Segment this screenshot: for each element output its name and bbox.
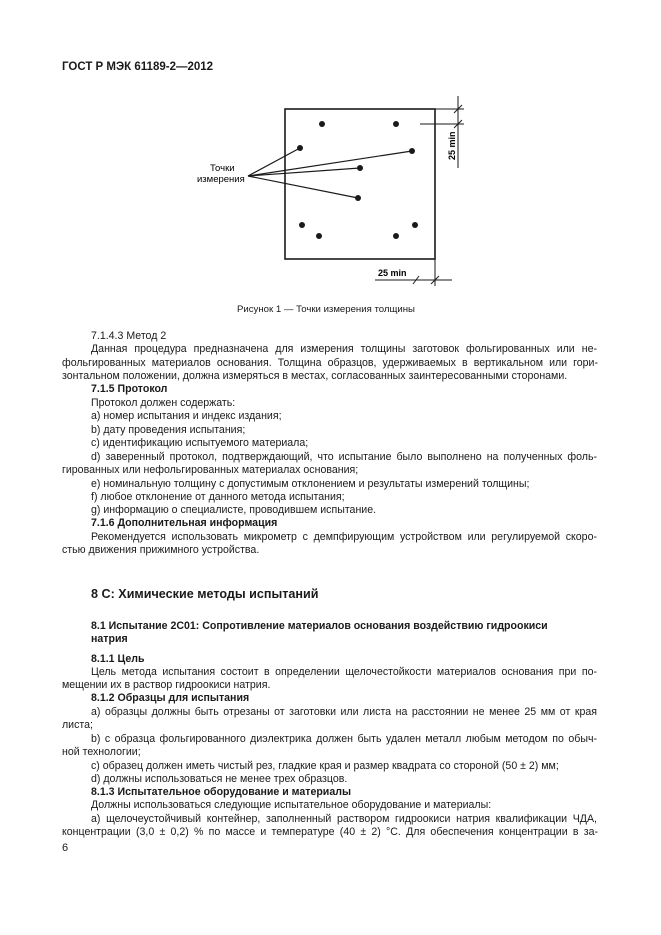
figure-measurement-points	[190, 90, 470, 290]
paragraph-line: фольгированных материалов основания. Толщина образцов, удерживаемых в вертикальном или гори-	[62, 357, 598, 369]
document-header: ГОСТ Р МЭК 61189-2—2012	[62, 61, 214, 73]
list-item: листа;	[62, 719, 93, 731]
list-item: d) должны использоваться не менее трех образцов.	[91, 773, 348, 785]
heading-8-1-cont: натрия	[91, 633, 128, 645]
heading-8-1-2: 8.1.2 Образцы для испытания	[91, 692, 250, 704]
paragraph-line: стью движения прижимного устройства.	[62, 544, 260, 556]
vertical-dimension	[420, 96, 464, 168]
paragraph-line: Данная процедура предназначена для измерения толщины заготовок фольгированных или не-	[91, 343, 597, 355]
heading-7-1-6: 7.1.6 Дополнительная информация	[91, 517, 278, 529]
page-number: 6	[62, 842, 69, 854]
list-item: b) дату проведения испытания;	[91, 424, 246, 436]
specimen-square	[285, 109, 435, 259]
list-item: b) с образца фольгированного диэлектрика должен быть удален металл любым методом по обыч-	[91, 733, 597, 745]
list-item: f) любое отклонение от данного метода испытания;	[91, 491, 345, 503]
heading-8-1: 8.1 Испытание 2С01: Сопротивление материалов основания воздействию гидроокиси	[91, 620, 548, 632]
list-item: ной технологии;	[62, 746, 141, 758]
paragraph-line: мещении их в раствор гидроокиси натрия.	[62, 679, 271, 691]
list-item: гированных или нефольгированных материалах основания;	[62, 464, 359, 476]
heading-8: 8 С: Химические методы испытаний	[91, 587, 319, 601]
heading-7-1-4-3: 7.1.4.3 Метод 2	[91, 330, 167, 342]
figure-caption: Рисунок 1 — Точки измерения толщины	[237, 304, 415, 315]
horizontal-dimension-label: 25 min	[378, 268, 407, 278]
figure-label-line2: измерения	[197, 174, 245, 185]
list-item: a) образцы должны быть отрезаны от заготовки или листа на расстоянии не менее 25 мм от края	[91, 706, 597, 718]
heading-8-1-1: 8.1.1 Цель	[91, 653, 145, 665]
list-item: e) номинальную толщину с допустимым отклонением и результаты измерений толщины;	[91, 478, 530, 490]
heading-7-1-5: 7.1.5 Протокол	[91, 383, 168, 395]
measurement-point	[393, 121, 399, 127]
measurement-point	[412, 222, 418, 228]
measurement-point	[393, 233, 399, 239]
measurement-point	[316, 233, 322, 239]
paragraph-line: Протокол должен содержать:	[91, 397, 236, 409]
paragraph-line: Должны использоваться следующие испытательное оборудование и материалы:	[91, 799, 492, 811]
list-item: c) образец должен иметь чистый рез, гладкие края и размер квадрата со стороной (50 ± 2) мм;	[91, 760, 559, 772]
measurement-point	[319, 121, 325, 127]
figure-label-line1: Точки	[210, 163, 235, 174]
list-item: a) щелочеустойчивый контейнер, заполненный раствором гидроокиси натрия квалификации ЧДА,	[91, 813, 597, 825]
paragraph-line: зонтальном положении, должна измеряться в местах, согласованных заинтересованными сторонами.	[62, 370, 568, 382]
list-item: d) заверенный протокол, подтверждающий, что испытание было выполнено на полученных фоль-	[91, 451, 597, 463]
paragraph-line: Рекомендуется использовать микрометр с демпфирующим устройством или регулируемой скоро-	[91, 531, 597, 543]
paragraph-line: Цель метода испытания состоит в определении щелочестойкости материалов основания при по-	[91, 666, 597, 678]
list-item: концентрации (3,0 ± 0,2) % по массе и температуре (40 ± 2) °С. Для обеспечения концентрации в за-	[62, 826, 598, 838]
vertical-dimension-label: 25 min	[447, 131, 457, 160]
measurement-points	[297, 121, 418, 239]
list-item: g) информацию о специалисте, проводившем испытание.	[91, 504, 377, 516]
heading-8-1-3: 8.1.3 Испытательное оборудование и материалы	[91, 786, 351, 798]
horizontal-dimension	[375, 240, 452, 286]
list-item: c) идентификацию испытуемого материала;	[91, 437, 309, 449]
measurement-point	[299, 222, 305, 228]
leader-lines	[248, 148, 412, 198]
list-item: a) номер испытания и индекс издания;	[91, 410, 282, 422]
